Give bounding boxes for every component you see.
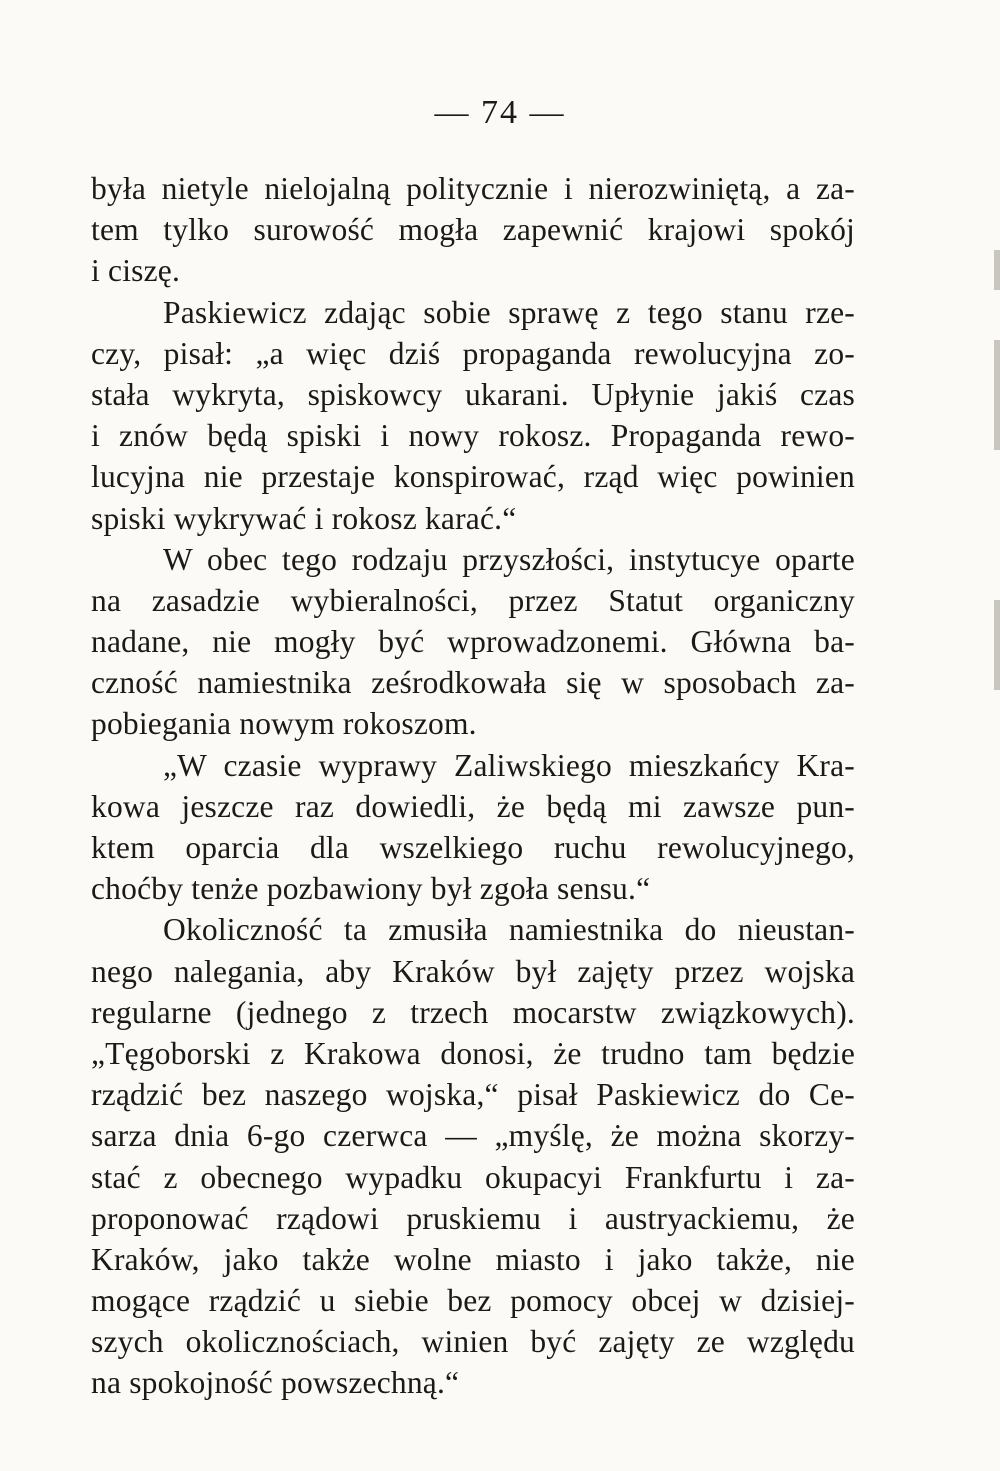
- page-edge-mark: [994, 250, 1000, 290]
- text-line: lucyjna nie przestaje konspirować, rząd więc powinien: [91, 459, 855, 495]
- text-line: nadane, nie mogły być wprowadzonemi. Główna ba-: [91, 624, 855, 660]
- paragraph-first-line: Paskiewicz zdając sobie sprawę z tego stanu rze-: [163, 294, 855, 330]
- text-line: szych okolicznościach, winien być zajęty ze względu: [91, 1324, 855, 1360]
- page-number: — 74 —: [434, 94, 566, 131]
- text-line: nego nalegania, aby Kraków był zajęty przez wojska: [91, 953, 855, 989]
- text-line: pobiegania nowym rokoszom.: [91, 706, 477, 742]
- text-line: rządzić bez naszego wojska,“ pisał Paskiewicz do Ce-: [91, 1077, 855, 1113]
- text-line: stała wykryta, spiskowcy ukarani. Upłynie jakiś czas: [91, 376, 855, 412]
- page-edge-mark: [994, 340, 1000, 450]
- paragraph-first-line: Okoliczność ta zmusiła namiestnika do nieustan-: [163, 912, 855, 948]
- paragraph-first-line: „W czasie wyprawy Zaliwskiego mieszkańcy Kra-: [163, 747, 855, 783]
- text-line: ktem oparcia dla wszelkiego ruchu rewolucyjnego,: [91, 830, 855, 865]
- text-line: Kraków, jako także wolne miasto i jako także, nie: [91, 1241, 855, 1277]
- text-line: i znów będą spiski i nowy rokosz. Propaganda rewo-: [91, 418, 855, 454]
- text-line: kowa jeszcze raz dowiedli, że będą mi zawsze pun-: [91, 788, 855, 824]
- page-edge-mark: [994, 600, 1000, 690]
- text-line: regularne (jednego z trzech mocarstw związkowych).: [91, 994, 855, 1030]
- text-line: czy, pisał: „a więc dziś propaganda rewolucyjna zo-: [91, 335, 855, 371]
- text-line: na spokojność powszechną.“: [91, 1365, 460, 1401]
- text-line: stać z obecnego wypadku okupacyi Frankfurtu i za-: [91, 1159, 855, 1195]
- text-line: tem tylko surowość mogła zapewnić krajowi spokój: [91, 212, 855, 248]
- text-line: była nietyle nielojalną politycznie i nierozwiniętą, a za-: [91, 171, 855, 206]
- text-line: czność namiestnika ześrodkowała się w sposobach za-: [91, 665, 855, 701]
- text-line: i ciszę.: [91, 253, 181, 289]
- text-line: spiski wykrywać i rokosz karać.“: [91, 500, 517, 536]
- text-line: „Tęgoborski z Krakowa donosi, że trudno tam będzie: [91, 1035, 855, 1071]
- text-line: sarza dnia 6-go czerwca — „myślę, że można skorzy-: [91, 1118, 855, 1154]
- text-line: choćby tenże pozbawiony był zgoła sensu.“: [91, 871, 651, 907]
- text-line: proponować rządowi pruskiemu i austryackiemu, że: [91, 1200, 855, 1236]
- paragraph-first-line: W obec tego rodzaju przyszłości, instytucye oparte: [163, 541, 855, 577]
- text-line: na zasadzie wybieralności, przez Statut organiczny: [91, 582, 855, 618]
- text-line: mogące rządzić u siebie bez pomocy obcej w dzisiej-: [91, 1283, 855, 1319]
- body-text: [91, 168, 855, 1404]
